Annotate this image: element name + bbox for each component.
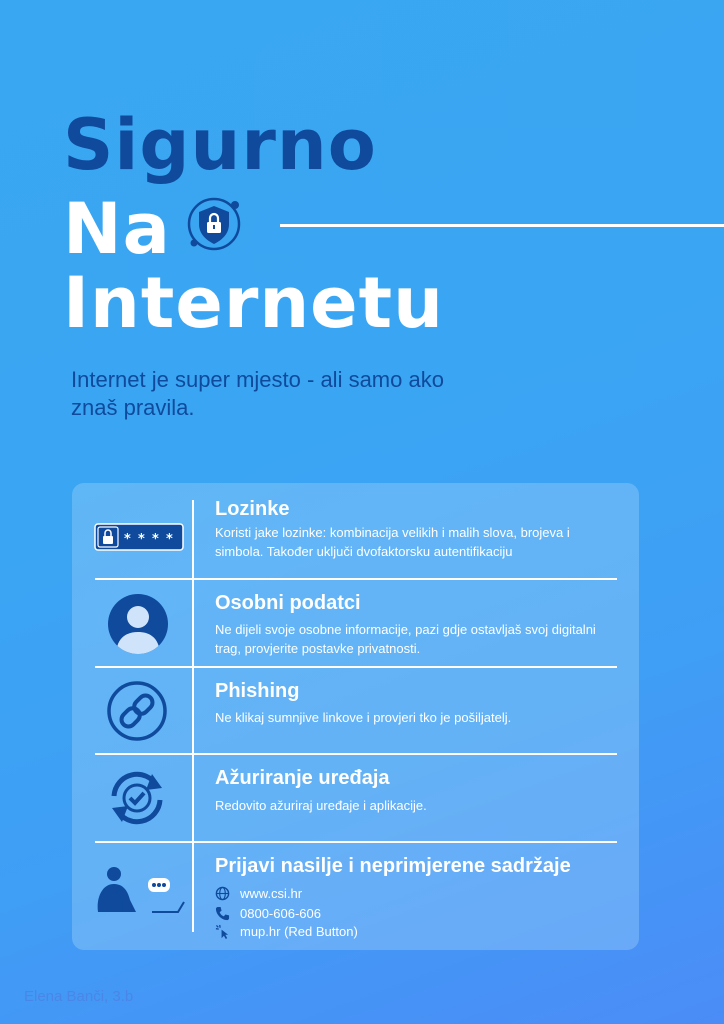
click-cursor-icon xyxy=(215,924,230,939)
section-title-phishing: Phishing xyxy=(215,680,300,702)
section-text-azuriranje: Redovito ažuriraj uređaje i aplikacije. xyxy=(215,798,427,813)
tagline: Internet je super mjesto - ali samo ako znaš pravila. xyxy=(71,367,444,420)
phone-icon xyxy=(215,906,230,921)
author-credit: Elena Banči, 3.b xyxy=(24,988,134,1005)
svg-text:*: * xyxy=(138,532,145,547)
title-divider xyxy=(280,224,724,227)
contact-phone[interactable] xyxy=(215,904,321,922)
title-line-1: Sigurno xyxy=(63,104,377,186)
user-avatar-icon xyxy=(106,592,170,660)
section-title-azuriranje: Ažuriranje uređaja xyxy=(215,767,390,789)
sad-person-icon xyxy=(92,862,188,922)
svg-text:*: * xyxy=(152,532,159,547)
row-divider xyxy=(95,753,617,755)
row-divider xyxy=(95,578,617,580)
section-text-lozinke: Koristi jake lozinke: kombinacija velikih i malih slova, brojeva i simbola. Također uključi dvofaktorsku autentifikaciju xyxy=(215,525,570,559)
contact-red-button[interactable] xyxy=(215,922,358,940)
svg-text:*: * xyxy=(166,532,173,547)
section-title-osobni-podatci: Osobni podatci xyxy=(215,592,361,614)
contact-red-button-text: mup.hr (Red Button) xyxy=(240,923,358,939)
contact-phone-text: 0800-606-606 xyxy=(240,905,321,921)
link-icon xyxy=(106,680,168,746)
title-line-2: Na xyxy=(63,188,171,270)
shield-lock-icon xyxy=(183,193,249,255)
card-vertical-divider xyxy=(192,500,194,932)
title-line-3: Internetu xyxy=(63,262,444,344)
contact-web[interactable] xyxy=(215,884,302,902)
section-title-prijavi: Prijavi nasilje i neprimjerene sadržaje xyxy=(215,855,571,877)
row-divider xyxy=(95,666,617,668)
svg-text:*: * xyxy=(124,532,131,547)
password-field-icon xyxy=(94,523,184,555)
section-text-phishing: Ne klikaj sumnjive linkove i provjeri tko je pošiljatelj. xyxy=(215,710,512,725)
row-divider xyxy=(95,841,617,843)
globe-icon xyxy=(215,886,230,901)
contact-web-text: www.csi.hr xyxy=(240,885,303,901)
section-text-osobni-podatci: Ne dijeli svoje osobne informacije, pazi gdje ostavljaš svoj digitalni trag, provjerite postavke privatnosti. xyxy=(215,622,596,656)
section-title-lozinke: Lozinke xyxy=(215,498,290,520)
update-check-icon xyxy=(102,766,172,834)
